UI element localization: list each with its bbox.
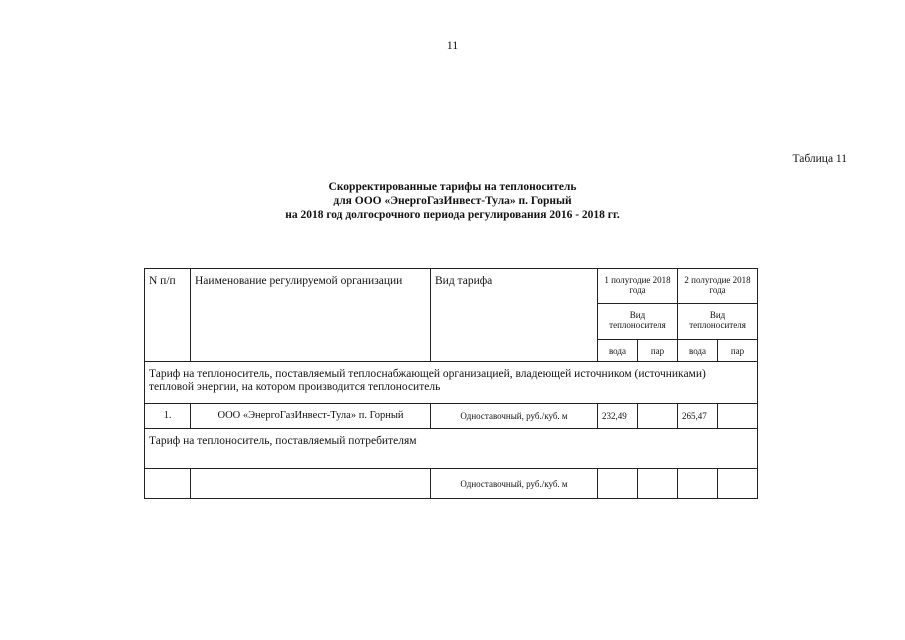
header-carrier-type-1: Вид теплоносителя bbox=[598, 304, 678, 340]
row-org bbox=[191, 469, 431, 499]
section-header-1: Тариф на теплоноситель, поставляемый теплоснабжающей организацией, владеющей источником (источниками) тепловой энергии, на котором производится теплоноситель bbox=[145, 362, 758, 404]
row-tariff: Одноставочный, руб./куб. м bbox=[431, 469, 598, 499]
header-num: N п/п bbox=[145, 269, 191, 362]
table-row bbox=[145, 404, 758, 429]
table-row bbox=[145, 469, 758, 499]
header-steam-1: пар bbox=[638, 340, 678, 362]
row-h2-steam bbox=[718, 469, 758, 499]
row-h2-water bbox=[678, 469, 718, 499]
header-org: Наименование регулируемой организации bbox=[191, 269, 431, 362]
document-title bbox=[0, 180, 905, 222]
row-org: ООО «ЭнергоГазИнвест-Тула» п. Горный bbox=[191, 404, 431, 429]
row-h1-water: 232,49 bbox=[598, 404, 638, 429]
page-number: 11 bbox=[446, 38, 459, 52]
header-steam-2: пар bbox=[718, 340, 758, 362]
row-h2-steam bbox=[718, 404, 758, 429]
header-carrier-type-2: Вид теплоносителя bbox=[678, 304, 758, 340]
row-h2-water: 265,47 bbox=[678, 404, 718, 429]
row-h1-steam bbox=[638, 469, 678, 499]
row-num: 1. bbox=[145, 404, 191, 429]
row-h1-water bbox=[598, 469, 638, 499]
header-tariff-type: Вид тарифа bbox=[431, 269, 598, 362]
header-half-1: 1 полугодие 2018 года bbox=[598, 269, 678, 304]
tariff-table bbox=[144, 268, 758, 499]
row-num bbox=[145, 469, 191, 499]
row-tariff: Одноставочный, руб./куб. м bbox=[431, 404, 598, 429]
header-water-2: вода bbox=[678, 340, 718, 362]
title-line-2: для ООО «ЭнергоГазИнвест-Тула» п. Горный bbox=[333, 195, 572, 207]
header-half-2: 2 полугодие 2018 года bbox=[678, 269, 758, 304]
section-header-2: Тариф на теплоноситель, поставляемый потребителям bbox=[145, 429, 758, 469]
title-line-1: Скорректированные тарифы на теплоноситель bbox=[328, 181, 577, 193]
table-caption: Таблица 11 bbox=[792, 153, 847, 165]
row-h1-steam bbox=[638, 404, 678, 429]
header-water-1: вода bbox=[598, 340, 638, 362]
title-line-3: на 2018 год долгосрочного периода регулирования 2016 - 2018 гг. bbox=[285, 209, 620, 221]
